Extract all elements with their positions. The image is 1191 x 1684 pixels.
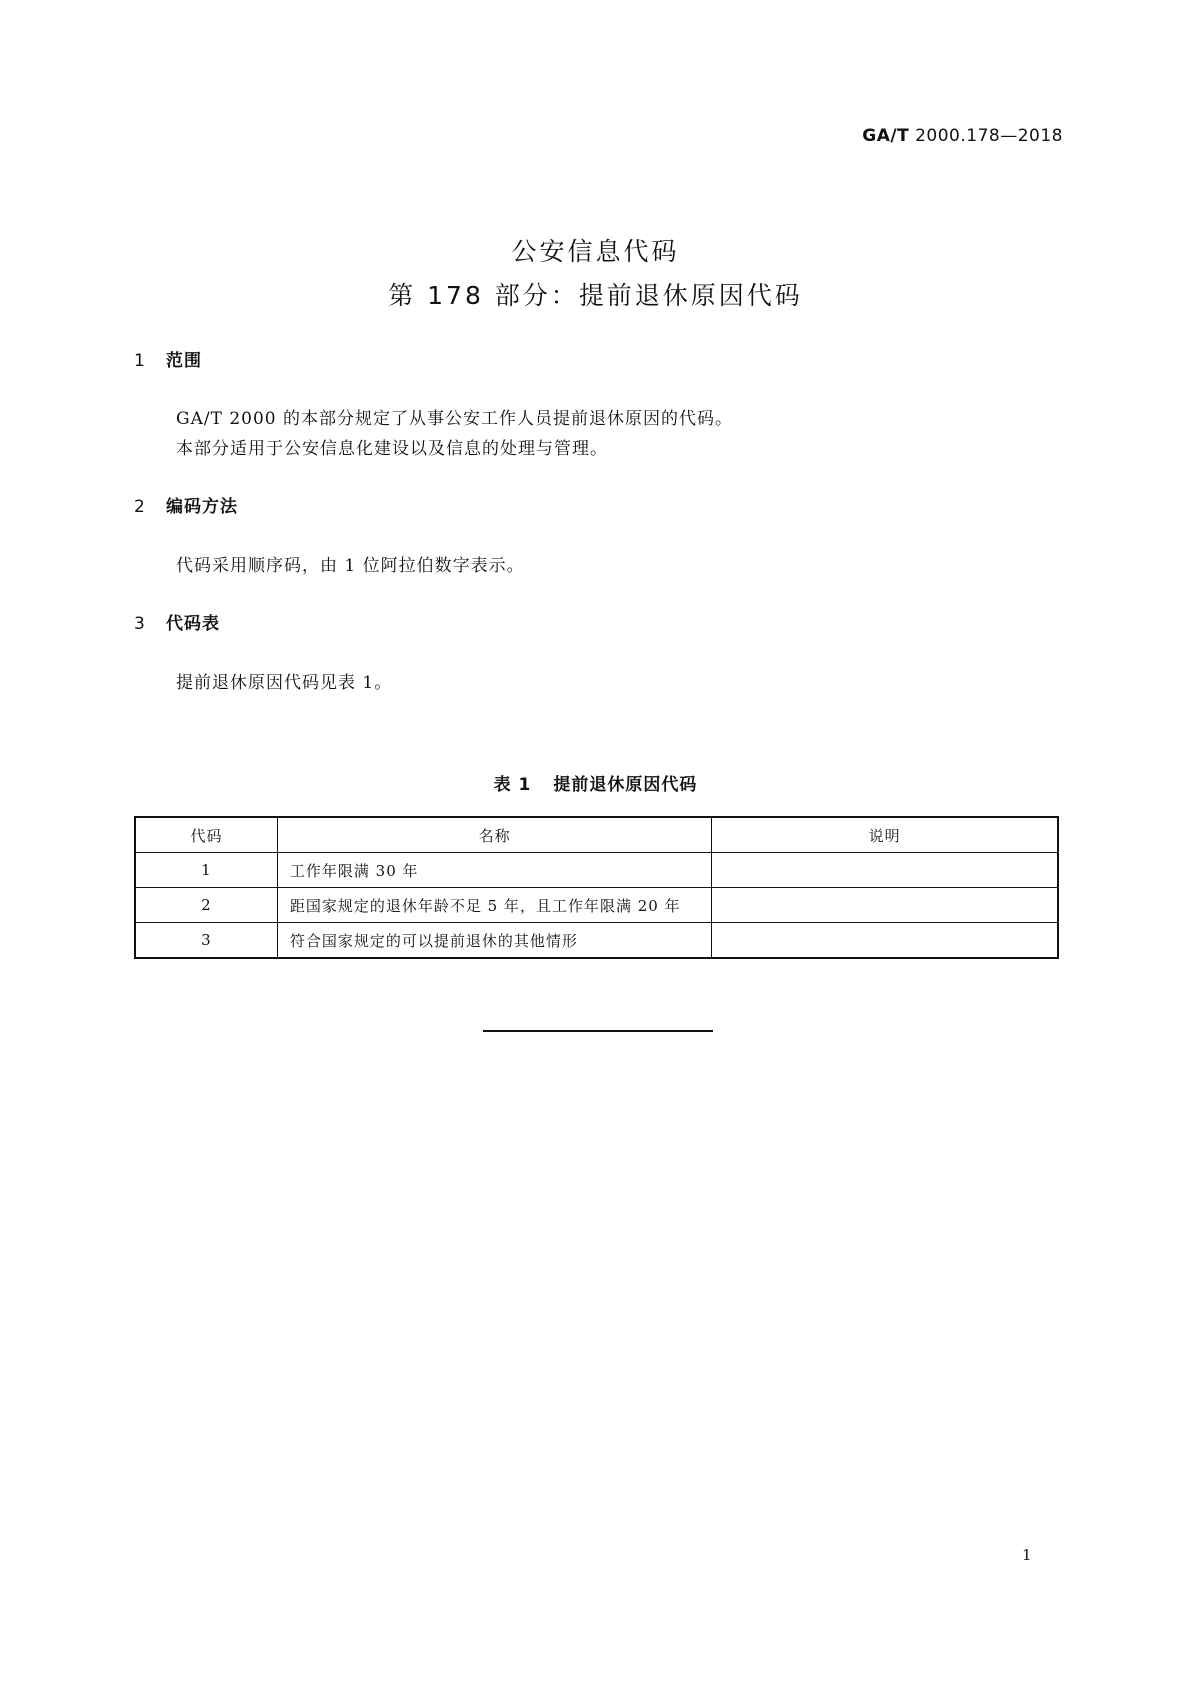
- cell-code: 1: [135, 853, 277, 888]
- cell-note: [712, 923, 1058, 959]
- paragraph: GA/T 2000 的本部分规定了从事公安工作人员提前退休原因的代码。: [176, 409, 733, 429]
- cell-name: 距国家规定的退休年龄不足 5 年，且工作年限满 20 年: [277, 888, 711, 923]
- section-title: 编码方法: [166, 497, 238, 517]
- section-heading-scope: [134, 346, 202, 371]
- section-number: 3: [134, 614, 146, 634]
- paragraph: 本部分适用于公安信息化建设以及信息的处理与管理。: [176, 439, 608, 459]
- standard-number: 2000.178—2018: [915, 126, 1063, 146]
- table-caption-title: 提前退休原因代码: [553, 775, 698, 795]
- column-header-note: 说明: [712, 817, 1058, 853]
- end-divider: [483, 1030, 713, 1032]
- cell-name: 符合国家规定的可以提前退休的其他情形: [277, 923, 711, 959]
- cell-note: [712, 888, 1058, 923]
- cell-note: [712, 853, 1058, 888]
- cell-code: 3: [135, 923, 277, 959]
- section-heading-coding-method: [134, 492, 238, 517]
- table-caption-label: 表 1: [493, 775, 532, 795]
- section-title: 范围: [166, 351, 202, 371]
- paragraph: 代码采用顺序码，由 1 位阿拉伯数字表示。: [176, 556, 525, 576]
- standard-code: [862, 126, 1063, 146]
- column-header-name: 名称: [277, 817, 711, 853]
- section-number: 1: [134, 351, 146, 371]
- document-title-line2: 第 178 部分：提前退休原因代码: [388, 281, 803, 310]
- paragraph: 提前退休原因代码见表 1。: [176, 673, 393, 693]
- section-number: 2: [134, 497, 146, 517]
- column-header-code: 代码: [135, 817, 277, 853]
- table-header-row: [135, 817, 1058, 853]
- cell-code: 2: [135, 888, 277, 923]
- document-title-line1: 公安信息代码: [511, 237, 680, 266]
- section-heading-code-table: [134, 609, 220, 634]
- code-table: [134, 816, 1059, 959]
- page-number: 1: [1022, 1546, 1032, 1564]
- standard-prefix: GA/T: [862, 126, 910, 146]
- table-caption: [0, 770, 1191, 795]
- cell-name: 工作年限满 30 年: [277, 853, 711, 888]
- table-row: [135, 923, 1058, 959]
- table-row: [135, 853, 1058, 888]
- table-row: [135, 888, 1058, 923]
- section-title: 代码表: [166, 614, 220, 634]
